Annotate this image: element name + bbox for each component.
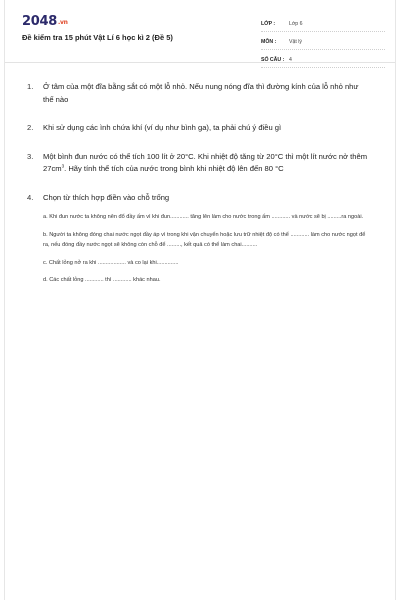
meta-value: Vật lý xyxy=(289,38,302,45)
meta-row-subject xyxy=(261,34,385,50)
question-text-part: . Hãy tính thể tích của nước trong bình khi nhiệt độ lên đến 80 °C xyxy=(64,164,284,173)
meta-label: LỚP : xyxy=(261,20,276,27)
meta-row-count xyxy=(261,52,385,68)
sub-question: c. Chất lỏng nở ra khi .................. và co lại khi.............. xyxy=(43,259,179,266)
question-text xyxy=(43,151,369,176)
document-header xyxy=(5,0,395,63)
question-number: 2. xyxy=(27,123,34,132)
question-number: 3. xyxy=(27,151,34,161)
meta-value: 4 xyxy=(289,56,292,63)
meta-value: Lớp 6 xyxy=(289,20,303,27)
logo-suffix: .vn xyxy=(57,19,68,26)
sub-question: a. Khi đun nước ta không nên đổ đầy ấm vì khi đun............ tăng lên làm cho nước trong ấm ............ và nước sẽ bị .........ra ngoài. xyxy=(43,214,364,220)
document-page xyxy=(4,0,396,600)
meta-info xyxy=(261,16,385,70)
question-text: Ở tâm của một đĩa bằng sắt có một lỗ nhỏ. Nếu nung nóng đĩa thì đường kính của lỗ nhỏ như thế nào xyxy=(43,82,359,104)
question-number: 4. xyxy=(27,192,34,202)
question-list xyxy=(5,63,395,286)
question-item xyxy=(27,122,369,135)
question-body xyxy=(43,192,369,286)
meta-label: MÔN : xyxy=(261,38,277,45)
meta-row-class xyxy=(261,16,385,32)
sub-question: b. Người ta không đóng chai nước ngọt đầy áp vì trong khi vận chuyển hoặc lưu trữ nhiệt độ có thể ............ làm cho nước ngọt để ra, nếu đóng đầy nước ngọt sẽ không còn chỗ để ........., kết quả có thể làm chai.......... xyxy=(43,231,366,248)
page-title: Đề kiểm tra 15 phút Vật Lí 6 học kì 2 (Đề 5) xyxy=(22,33,173,42)
question-text: Khi sử dụng các ình chứa khí (ví dụ như bình ga), ta phải chú ý điều gì xyxy=(43,123,282,132)
site-logo[interactable] xyxy=(22,14,68,29)
logo-text: 2048 xyxy=(22,14,57,29)
question-text: Chọn từ thích hợp điền vào chỗ trống xyxy=(43,192,170,202)
sub-question: d. Các chất lỏng ............ thì ............ khác nhau. xyxy=(43,277,161,283)
question-number: 1. xyxy=(27,82,34,91)
meta-label: SỐ CÂU : xyxy=(261,56,285,63)
superscript: 3 xyxy=(61,163,65,169)
question-item xyxy=(27,151,369,176)
question-item xyxy=(27,192,369,286)
question-item xyxy=(27,81,369,106)
question-text-part: Một bình đun nước có thể tích 100 lít ở 20°C. Khi nhiệt độ tăng từ 20°C thì một lít nước nở thêm 27cm xyxy=(43,151,368,173)
